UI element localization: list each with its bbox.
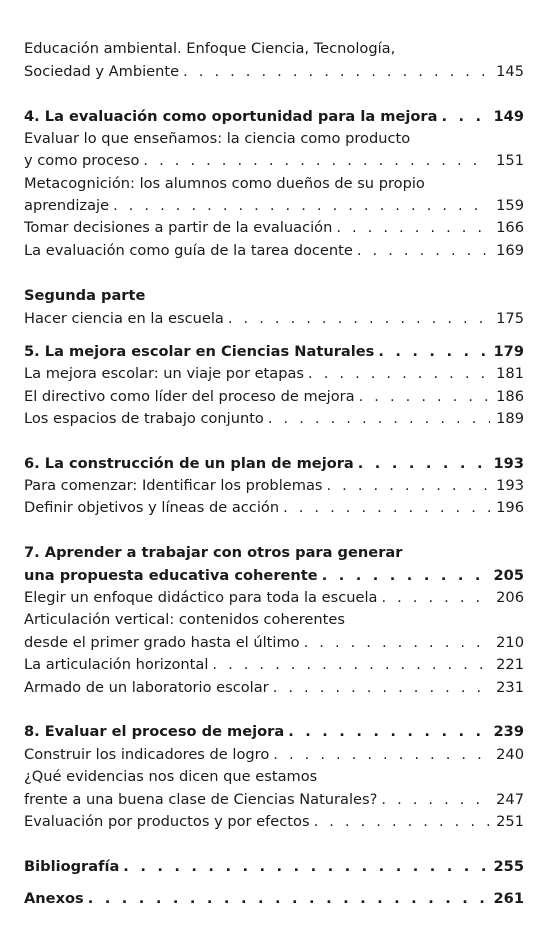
toc-entry (24, 766, 524, 788)
toc-entry (24, 475, 524, 497)
toc-entry-text: desde el primer grado hasta el último (24, 634, 300, 651)
toc-page-number: 196 (496, 499, 524, 516)
dot-leader (314, 811, 491, 833)
dot-leader (378, 341, 487, 363)
toc-page-number: 166 (496, 219, 524, 236)
toc-entry-text: La articulación horizontal (24, 656, 209, 673)
toc-entry (24, 150, 524, 172)
toc-entry (24, 744, 524, 766)
toc-entry-text: La mejora escolar: un viaje por etapas (24, 365, 305, 382)
toc-entry (24, 677, 524, 699)
toc-entry (24, 38, 524, 60)
toc-entry (24, 408, 524, 430)
toc-entry-text: Articulación vertical: contenidos coherentes (24, 611, 345, 628)
dot-leader (88, 888, 488, 910)
toc-entry-text: Sociedad y Ambiente (24, 63, 180, 80)
toc-page-number: 151 (496, 152, 524, 169)
toc-chapter-heading (24, 453, 524, 475)
toc-bibliography (24, 856, 524, 878)
toc-entry-text: Educación ambiental. Enfoque Ciencia, Tecnología, (24, 40, 396, 57)
toc-page-number: 255 (493, 858, 524, 875)
toc-page-number: 206 (496, 589, 524, 606)
toc-page-number: 240 (496, 746, 524, 763)
toc-entry-text: aprendizaje (24, 197, 110, 214)
dot-leader (288, 721, 487, 743)
toc-entry-text: Hacer ciencia en la escuela (24, 310, 224, 327)
toc-entry-text: 5. La mejora escolar en Ciencias Naturales (24, 343, 375, 360)
toc-entry (24, 789, 524, 811)
toc-entry (24, 240, 524, 262)
dot-leader (336, 217, 490, 239)
toc-page-number: 261 (493, 890, 524, 907)
dot-leader (327, 475, 491, 497)
toc-entry (24, 217, 524, 239)
toc-entry-text: y como proceso (24, 152, 140, 169)
toc-page-number: 175 (496, 310, 524, 327)
dot-leader (322, 565, 488, 587)
toc-entry (24, 363, 524, 385)
dot-leader (381, 789, 490, 811)
toc-page-number: 193 (493, 455, 524, 472)
toc-chapter-heading (24, 721, 524, 743)
toc-page-number: 145 (496, 63, 524, 80)
dot-leader (358, 453, 488, 475)
toc-page-number: 239 (493, 723, 524, 740)
dot-leader (212, 654, 490, 676)
toc-entry-text: Segunda parte (24, 287, 146, 304)
toc-part-heading (24, 285, 524, 307)
toc-entry-text: Evaluación por productos y por efectos (24, 813, 310, 830)
toc-entry (24, 811, 524, 833)
toc-entry-text: La evaluación como guía de la tarea docente (24, 242, 353, 259)
toc-chapter-heading (24, 542, 524, 564)
toc-entry (24, 61, 524, 83)
toc-entry-text: Tomar decisiones a partir de la evaluación (24, 219, 333, 236)
toc-annexes (24, 888, 524, 910)
toc-entry-text: Metacognición: los alumnos como dueños de su propio (24, 175, 425, 192)
toc-entry-text: Los espacios de trabajo conjunto (24, 410, 264, 427)
toc-entry-text: Definir objetivos y líneas de acción (24, 499, 280, 516)
toc-entry (24, 308, 524, 330)
toc-entry-text: Construir los indicadores de logro (24, 746, 270, 763)
dot-leader (283, 497, 490, 519)
toc-entry-text: frente a una buena clase de Ciencias Naturales? (24, 791, 378, 808)
toc-chapter-heading (24, 341, 524, 363)
toc-entry (24, 609, 524, 631)
toc-page-number: 179 (493, 343, 524, 360)
toc-chapter-heading (24, 565, 524, 587)
toc-entry-text: Para comenzar: Identificar los problemas (24, 477, 323, 494)
toc-page-number: 251 (496, 813, 524, 830)
toc-chapter-heading (24, 106, 524, 128)
toc-page-number: 210 (496, 634, 524, 651)
toc-entry (24, 386, 524, 408)
toc-page-number: 159 (496, 197, 524, 214)
toc-entry-text: 7. Aprender a trabajar con otros para generar (24, 544, 403, 561)
toc-entry (24, 587, 524, 609)
dot-leader (308, 363, 490, 385)
toc-page-number: 189 (496, 410, 524, 427)
dot-leader (273, 744, 490, 766)
toc-entry (24, 195, 524, 217)
toc-page-number: 247 (496, 791, 524, 808)
dot-leader (183, 61, 490, 83)
toc-entry-text: 4. La evaluación como oportunidad para la mejora (24, 108, 438, 125)
dot-leader (359, 386, 491, 408)
dot-leader (273, 677, 490, 699)
toc-page-number: 169 (496, 242, 524, 259)
toc-page-number: 186 (496, 388, 524, 405)
dot-leader (441, 106, 487, 128)
toc-entry-text: Armado de un laboratorio escolar (24, 679, 269, 696)
toc-entry-text: Elegir un enfoque didáctico para toda la escuela (24, 589, 378, 606)
toc-entry-text: una propuesta educativa coherente (24, 567, 318, 584)
toc-entry (24, 654, 524, 676)
toc-page-number: 181 (496, 365, 524, 382)
dot-leader (123, 856, 487, 878)
dot-leader (381, 587, 490, 609)
toc-entry-text: 8. Evaluar el proceso de mejora (24, 723, 285, 740)
toc-entry-text: El directivo como líder del proceso de mejora (24, 388, 355, 405)
dot-leader (304, 632, 491, 654)
dot-leader (228, 308, 490, 330)
toc-page-number: 149 (493, 108, 524, 125)
toc-entry-text: 6. La construcción de un plan de mejora (24, 455, 354, 472)
dot-leader (268, 408, 490, 430)
toc-entry-text: Evaluar lo que enseñamos: la ciencia como producto (24, 130, 411, 147)
toc-page-number: 231 (496, 679, 524, 696)
toc-page-number: 221 (496, 656, 524, 673)
dot-leader (113, 195, 490, 217)
dot-leader (143, 150, 490, 172)
toc-entry-text: Anexos (24, 890, 84, 907)
toc-entry (24, 128, 524, 150)
toc-entry (24, 632, 524, 654)
toc-entry-text: ¿Qué evidencias nos dicen que estamos (24, 768, 318, 785)
toc-entry (24, 173, 524, 195)
toc-page-number: 193 (496, 477, 524, 494)
toc-entry (24, 497, 524, 519)
dot-leader (357, 240, 490, 262)
toc-entry-text: Bibliografía (24, 858, 120, 875)
toc-page-number: 205 (493, 567, 524, 584)
